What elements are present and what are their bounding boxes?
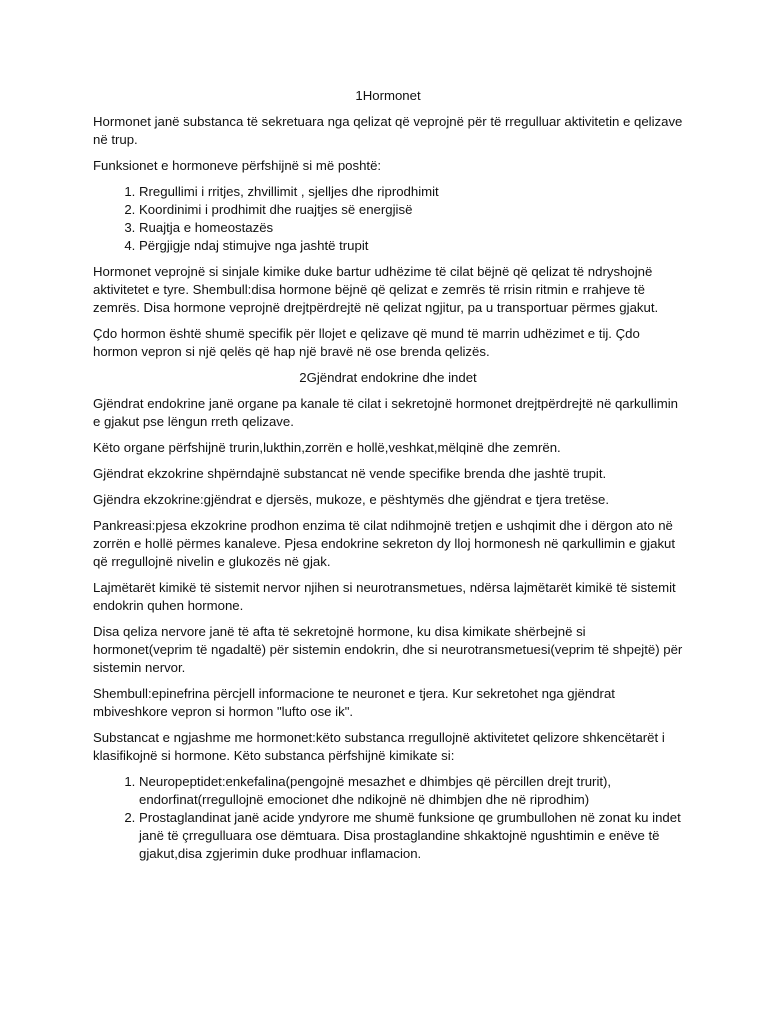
paragraph: Gjëndrat ekzokrine shpërndajnë substancat në vende specifike brenda dhe jashtë trupit. [93, 466, 607, 481]
paragraph: Hormonet veprojnë si sinjale kimike duke bartur udhëzime të cilat bëjnë që qelizat të ndryshojnë aktivitetet e tyre. Shembull:disa hormone bëjnë që qelizat e zemrës të rrisin ritmin e rrahjeve të zemrës. Disa hormone veprojnë drejtpërdrejtë në qelizat ngjitur, pa u transportuar përmes gjakut. [93, 264, 659, 315]
paragraph: Çdo hormon është shumë specifik për llojet e qelizave që mund të marrin udhëzimet e tij. Çdo hormon vepron si një qelës që hap një bravë në ose brenda qelizës. [93, 326, 640, 359]
list-item: 1. Neuropeptidet:enkefalina(pengojnë mesazhet e dhimbjes që përcillen drejt trurit), endorfinat(rregullojnë emocionet dhe ndikojnë në dhimbjen dhe në riprodhim) [139, 773, 683, 809]
paragraph: Këto organe përfshijnë trurin,lukthin,zorrën e hollë,veshkat,mëlqinë dhe zemrën. [93, 440, 561, 455]
paragraph: Hormonet janë substanca të sekretuara nga qelizat që veprojnë për të rregulluar aktivitetin e qelizave në trup. [93, 114, 683, 147]
list-item: 4. Përgjigje ndaj stimujve nga jashtë trupit [139, 237, 683, 255]
paragraph: Lajmëtarët kimikë të sistemit nervor njihen si neurotransmetues, ndërsa lajmëtarët kimikë të sistemit endokrin quhen hormone. [93, 580, 676, 613]
list-item: 3. Ruajtja e homeostazës [139, 219, 683, 237]
list-item: 1. Rregullimi i rritjes, zhvillimit , sjelljes dhe riprodhimit [139, 183, 683, 201]
document-body [93, 87, 683, 871]
section-title-gjendrat: 2Gjëndrat endokrine dhe indet [299, 370, 477, 385]
paragraph: Funksionet e hormoneve përfshijnë si më poshtë: [93, 158, 382, 173]
paragraph: Substancat e ngjashme me hormonet:këto substanca rregullojnë aktivitetet qelizore shkencëtarët i klasifikojnë si hormone. Këto substanca përfshijnë kimikate si: [93, 730, 665, 763]
paragraph: Gjëndrat endokrine janë organe pa kanale të cilat i sekretojnë hormonet drejtpërdrejtë në qarkullimin e gjakut pse lëngun rreth qelizave. [93, 396, 678, 429]
functions-list [93, 183, 683, 255]
paragraph: Gjëndra ekzokrine:gjëndrat e djersës, mukoze, e pështymës dhe gjëndrat e tjera tretëse. [93, 492, 610, 507]
paragraph: Shembull:epinefrina përcjell informacione te neuronet e tjera. Kur sekretohet nga gjëndrat mbiveshkore vepron si hormon "lufto ose ik". [93, 686, 615, 719]
substances-list [93, 773, 683, 863]
list-item: 2. Prostaglandinat janë acide yndyrore me shumë funksione qe grumbullohen në zonat ku indet janë të çrregulluara ose dëmtuara. Disa prostaglandine shkaktojnë ngushtimin e enëve të gjakut,disa zgjerimin duke prodhuar inflamacion. [139, 809, 683, 863]
paragraph: Pankreasi:pjesa ekzokrine prodhon enzima të cilat ndihmojnë tretjen e ushqimit dhe i dërgon ato në zorrën e hollë përmes kanaleve. Pjesa endokrine sekreton dy lloj hormonesh në qarkullimin e gjakut që rregullojnë nivelin e glukozës në gjak. [93, 518, 676, 569]
section-title-hormonet: 1Hormonet [355, 88, 421, 103]
paragraph: Disa qeliza nervore janë të afta të sekretojnë hormone, ku disa kimikate shërbejnë si hormonet(veprim të ngadaltë) për sistemin endokrin, dhe si neurotransmetuesi(veprim të shpejtë) për sistemin nervor. [93, 624, 683, 675]
list-item: 2. Koordinimi i prodhimit dhe ruajtjes së energjisë [139, 201, 683, 219]
